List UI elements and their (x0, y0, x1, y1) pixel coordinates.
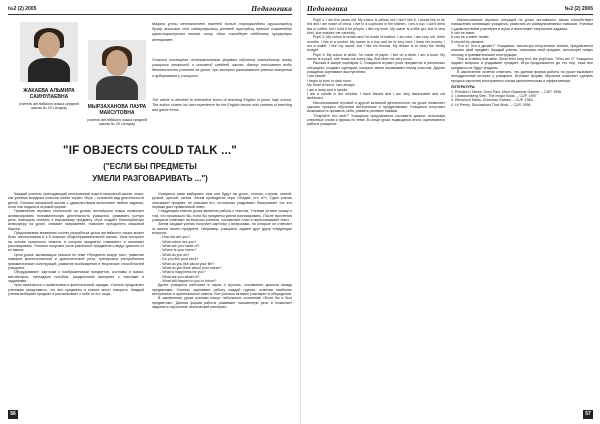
article-title-ru-line2: УМЕЛИ РАЗГОВАРИВАТЬ ...") (92, 174, 208, 183)
paragraph: Применение игровых технологий на уроках английского языка позволяет активизировать познавательную деятельность учащихся, развивать устную речь, повышать интерес к изучаемому предмету. Игра создаёт благоприятную атмосферу на уроке, снимает напряжение, помогает преодолеть языковой барьер. (8, 209, 144, 231)
text-column-3 (307, 18, 445, 127)
question-item: - Do you like your work? (160, 257, 199, 262)
text-column-4 (451, 18, 593, 107)
poem-line: It can be water. (451, 31, 476, 36)
article-title-ru-line1: ("ЕСЛИ БЫ ПРЕДМЕТЫ (103, 162, 197, 171)
question-item: - What do you do? (160, 252, 190, 257)
poem-line: I am a candle in the window. I have flames and I am very fashionable and old fashioned. (307, 91, 445, 101)
author-affiliation: учитель английского языка средней школы № 29 г.Атырау (19, 102, 79, 111)
question-item: - How old are you? (160, 235, 191, 240)
question-list (152, 235, 292, 283)
section-title: Педагогика (307, 6, 348, 13)
poem-line: I am a lamp and a candle. (307, 87, 349, 92)
paragraph: "Откройте это мне?" Учащимся предлагается составить диалог, используя ключевые слова и фразы по теме. В конце урока подводятся итоги, оцениваются работы учащихся. (307, 113, 445, 127)
author-affiliation: учитель английского языка средней школы № 29 г.Атырау (87, 118, 147, 127)
paragraph: Pupil 2: My colour is brown and I'm made of leather. I am new. I am very old, three months. I live in a pocket. My owner is a boy and he is very kind. I keep his money. I am a wallet. I like my owner, but I like his friends. My dream is to keep the family budget. (307, 35, 445, 53)
abstract-ru: Статья посвящена интерактивным формам обучения английскому языку учащихся начальной и основной средней школы. Автор описывает виды деятельности учителя на уроке, при которых развиваются умения говорения и аудирования у учащихся. (152, 58, 292, 78)
question-item: - What are you made of? (160, 244, 200, 249)
paragraph: Каждый учитель, преподающий иностранный язык в начальной школе, знает, как ученики младших классов любят играть. Игра – основной вид деятельности детей. Ученики начальной школы с удовольствием выполняют любые задания, если они поданы в игровой форме. (8, 192, 144, 210)
paragraph: Затем каждый ученик получает карточку с вопросами, на которые он отвечает от имени своего предмета. Например, учащиеся задают друг другу следующие вопросы: (152, 222, 292, 236)
references-title: ЛИТЕРАТУРА: (451, 85, 476, 90)
question-item: - What colour are you? (160, 239, 197, 244)
author-caption (82, 104, 152, 127)
question-item: - Where is your home? (160, 248, 197, 253)
paragraph: Использование игровой и другой активной деятельности на уроке позволяет сделать процесс обучения интересным и продуктивным. Учащиеся получают возможность проявить себя, развить речевые навыки. (307, 100, 445, 114)
issue-number: №2 (2) 2005 (8, 6, 37, 12)
paragraph: Оборудование: карточки с изображениями предметов, костюмы и маски, магнитофон, наглядные пособия, раздаточный материал с текстами и заданиями. (8, 270, 144, 283)
abstract-en: The article is devoted to interactive forms of teaching English in junior high school. The author shares his own experience for the English lesson with variants of teaching and game forms. (152, 98, 292, 113)
paragraph: Рассказ в жанре сценария 3. Учащиеся играют роли предметов в различных ситуациях, создают сценарии, которые затем показывают перед классом. Другие учащиеся оценивают выступления. (307, 61, 445, 75)
poem-line: I am candle. (307, 74, 327, 79)
section-title: Педагогика (251, 6, 292, 13)
author-photo (20, 22, 78, 82)
poem-line: It can be a water heater. (451, 35, 490, 40)
running-header (8, 5, 292, 15)
question-item: - What will happen to you in future? (160, 278, 217, 283)
reference-item: 3. Rinvolucri Mario. Grammar Games. – CUP, 1984. (451, 98, 534, 103)
poem-line: I begin to burn in dark room. (307, 78, 352, 83)
author-name: ЖАКАЕВА АЛЬМИРА САИНУЛАЕВНА (23, 88, 75, 100)
reference-item: 4. Ur Penny. Discussions That Work. – CUP, 1996. (451, 102, 532, 107)
question-item: - What are you afraid of? (160, 274, 200, 279)
author-name: МЫРЗАХАНОВА ЛАУРА МАКСУТОВНА (87, 104, 147, 116)
paragraph: Урок начинается с приветствия и фонетической зарядки. Учитель предлагает ученикам представить, что все предметы в классе могут говорить. Каждый ученик выбирает предмет и рассказывает о себе от его лица. (8, 283, 144, 296)
paragraph: Далее учащиеся работают в парах и группах, составляют диалоги между предметами. Учитель оценивает работу каждой группы, отмечая наиболее интересные и оригинальные ответы. Все ученики активно участвуют в обсуждении. (152, 283, 292, 296)
question-item: - What is happiness for you? (160, 270, 206, 275)
question-item: - What do you think about your owner? (160, 265, 222, 270)
running-header (307, 5, 593, 15)
issue-number: №2 (2) 2005 (564, 6, 593, 12)
paragraph: В заключение хочется отметить, что данная форма работы на уроке вызывает неподдельный интерес у учащихся. Игровые формы обучения помогают сделать процесс изучения иностранного языка увлекательным и эффективным. (451, 70, 593, 83)
text-column-1 (8, 192, 144, 296)
text-column-2 (152, 192, 292, 309)
right-page (300, 0, 600, 424)
poem-line: My head is burnt, I am always. (307, 83, 356, 88)
paragraph: Цели урока: активизация лексики по теме «Предметы вокруг нас», развитие навыков монологической и диалогической речи, тренировка употребления грамматических конструкций, развитие воображения и творческих способностей учащихся. (8, 252, 144, 270)
page-number: 57 (583, 410, 593, 419)
paragraph: "Кто я? Что я делаю?" Учащимся, используя полученные знания, предлагается описать свой предмет. Каждый ученик, описывая свой предмет, использует новую лексику и грамматические конструкции. (451, 44, 593, 57)
poem-line: It should be pleased. (451, 39, 485, 44)
question-item: - What do you like about your life? (160, 261, 215, 266)
paragraph: В заключение урока ученики пишут небольшое сочинение «Если бы я был предметом». Данная форма работы развивает письменную речь и позволяет закрепить изученный лексический материал. (152, 296, 292, 309)
article-title-en: "IF OBJECTS COULD TALK ..." (63, 145, 237, 157)
paragraph: Pupil 3: My colour is white. I'm made of paper. I live on a desk. I am a book. My owner is a pupil, she reads me every day. She likes me very much. (307, 52, 445, 62)
paragraph: This is a tables that table. Since their long text, the pupil ask, "Who am I?" Учащиеся задают вопросы и угадывают предмет. Игра продолжается до тех пор, пока все предметы не будут угаданы. (451, 57, 593, 70)
page-number: 56 (8, 410, 18, 419)
author-photo (88, 40, 146, 100)
abstract-kz: Мақала ұлты менталитеті еркелей сынып торларындағы оқушылардың бұлар ағылшын тілі сабақтарының ролевой оқытудың ерекше тәрмендері қарастырылуынан негізге шолу, ойын тәсілдерін пайдалану нұсқаулары келтірілген. (152, 22, 292, 42)
paragraph: Предлагаемая вниманию коллег разработка урока английского языка может быть использована в 4-5 классах общеобразовательной школы. Урок построен на основе сказочного сюжета, в котором предметы «оживают» и начинают разговаривать. Ученики получают роли различных предметов и ведут диалоги от их имени. (8, 231, 144, 253)
author-caption (14, 88, 84, 111)
paragraph: Следующим этапом урока является работа с текстом. Ученики читают сказку о том, что произошло бы, если бы предметы умели разговаривать. После прочтения учащиеся отвечают на вопросы учителя, составляют план и пересказывают текст. (152, 209, 292, 223)
reference-item: 1. Rhodes Li Mews. Drew Paul. More Grammar Games. – CUP, 1996. (451, 89, 563, 94)
paragraph: Учащиеся сами выбирают, кем они будут на уроке: столом, стулом, книгой, ручкой, доской, окном. Затем проводится игра «Угадай, кто я?». Один ученик описывает предмет, не называя его, остальные угадывают. Выигрывает тот, кто первым даст правильный ответ. (152, 192, 292, 210)
reference-item: 2. Lindstromberg Seth. The recipe Book. – CUP, 1997. (451, 93, 538, 98)
paragraph: Использование игровых ситуаций на уроке английского языка способствует повышению мотивации учащихся, развитию их коммуникативных навыков. Ученики с удовольствием участвуют в играх и выполняют творческие задания. (451, 18, 593, 31)
paragraph: Pupil 1: I am five years old. My colour is yellow, but I don't like it. I would like to be red and I am made of china. I live in a cupboard in the kitchen. I am a cup. I don't drink tea or coffee, but I hold it for people. I like my work. My owner is a little girl, she is very kind, she washes me carefully. (307, 18, 445, 36)
